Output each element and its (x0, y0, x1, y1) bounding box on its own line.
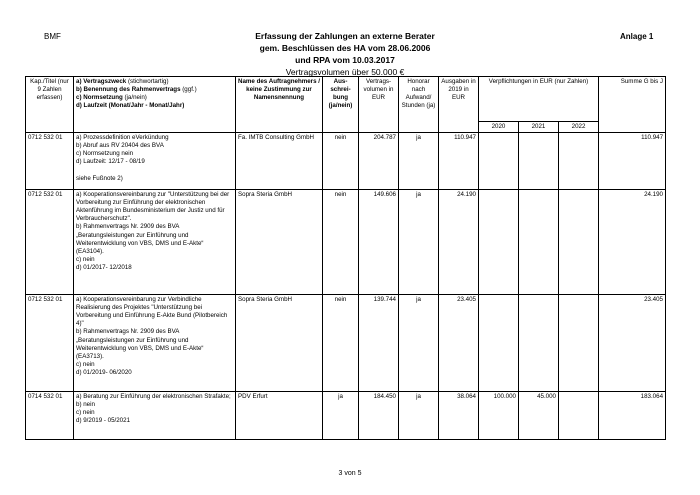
cell-ausschreibung: ja (323, 392, 359, 440)
cell-ausschreibung: nein (323, 295, 359, 392)
attachment-label: Anlage 1 (620, 32, 654, 41)
cell-2022 (559, 133, 599, 190)
col-header-year: 2020 (479, 122, 519, 133)
cell-description: a) Prozessdefinition eVerkündung b) Abruf aus RV 20404 des BVA c) Normsetzung nein d) Laufzeit: 12/17 - 08/19 siehe Fußnote 2) (74, 133, 236, 190)
cell-volume: 184.450 (359, 392, 399, 440)
col-header-name: Name des Auftragnehmers / keine Zustimmung zur Namensnennung (236, 77, 323, 133)
col-header-year: 2021 (519, 122, 559, 133)
title-subtitle: Vertragsvolumen über 50.000 € (285, 67, 405, 77)
cell-ausgaben: 110.947 (439, 133, 479, 190)
col-header-volume: Vertrags- volumen in EUR (359, 77, 399, 133)
cell-ausschreibung: nein (323, 190, 359, 295)
cell-ausgaben: 24.190 (439, 190, 479, 295)
cell-kap: 0712 532 01 (26, 133, 74, 190)
table-row (26, 190, 666, 295)
cell-kap: 0714 532 01 (26, 392, 74, 440)
cell-2020: 100.000 (479, 392, 519, 440)
organization-label: BMF (44, 32, 61, 41)
cell-2022 (559, 295, 599, 392)
col-header-ausgaben: Ausgaben in 2019 in EUR (439, 77, 479, 133)
cell-name: Sopra Steria GmbH (236, 295, 323, 392)
col-header-kap: Kap./Titel (nur 9 Zahlen erfassen) (26, 77, 74, 133)
col-header-summe: Summe G bis J (599, 77, 666, 133)
cell-sum: 23.405 (599, 295, 666, 392)
cell-name: Fa. IMTB Consulting GmbH (236, 133, 323, 190)
table-row (26, 392, 666, 440)
cell-ausschreibung: nein (323, 133, 359, 190)
cell-description: a) Beratung zur Einführung der elektronischen Strafakte; b) nein c) nein d) 9/2019 - 05/2021 (74, 392, 236, 440)
col-header-year: 2022 (559, 122, 599, 133)
cell-honorar: ja (399, 295, 439, 392)
cell-ausgaben: 38.064 (439, 392, 479, 440)
col-header-honorar: Honorar nach Aufwand/ Stunden (ja) (399, 77, 439, 133)
title-line: gem. Beschlüssen des HA vom 28.06.2006 (259, 43, 431, 53)
cell-volume: 204.787 (359, 133, 399, 190)
cell-honorar: ja (399, 190, 439, 295)
cell-name: PDV Erfurt (236, 392, 323, 440)
col-header-ausschreibung: Aus- schrei- bung (ja/nein) (323, 77, 359, 133)
cell-volume: 149.606 (359, 190, 399, 295)
cell-sum: 24.190 (599, 190, 666, 295)
col-header-verpflichtungen: Verpflichtungen in EUR (nur Zahlen) (479, 77, 599, 122)
cell-sum: 183.064 (599, 392, 666, 440)
cell-name: Sopra Steria GmbH (236, 190, 323, 295)
title-line: und RPA vom 10.03.2017 (295, 55, 395, 65)
cell-kap: 0712 532 01 (26, 295, 74, 392)
title-line: Erfassung der Zahlungen an externe Berater (255, 31, 435, 41)
header-row (26, 77, 666, 122)
cell-2022 (559, 190, 599, 295)
cell-ausgaben: 23.405 (439, 295, 479, 392)
page-number: 3 von 5 (338, 470, 362, 477)
cell-2021 (519, 190, 559, 295)
cell-volume: 139.744 (359, 295, 399, 392)
payments-table (25, 76, 666, 440)
cell-2022 (559, 392, 599, 440)
cell-2020 (479, 133, 519, 190)
cell-2021: 45.000 (519, 392, 559, 440)
cell-description: a) Kooperationsvereinbarung zur "Unterstützung bei der Vorbereitung zur Einführung der elektronischen Aktenführung im Bundesministerium der Justiz und für Verbraucherschutz". b) Rahmenvertrags Nr. 2909 des BVA „Beratungsleistungen zur Einführung und Weiterentwicklung von VBS, DMS und E-Akte“ (EA3104). c) nein d) 01/2017- 12/2018 (74, 190, 236, 295)
document-title (180, 30, 510, 78)
cell-2021 (519, 133, 559, 190)
cell-2020 (479, 295, 519, 392)
col-header-description: a) Vertragszweck (stichwortartig) b) Benennung des Rahmenvertrags (ggf.) c) Normsetzung (ja/nein) d) Laufzeit (Monat/Jahr - Monat/Jahr) (74, 77, 236, 133)
cell-2021 (519, 295, 559, 392)
cell-description: a) Kooperationsvereinbarung zur Verbindliche Realisierung des Projektes "Unterstützung bei Vorbereitung und Einführung E-Akte Bund (Pilotbereich 4)" b) Rahmenvertrags Nr. 2909 des BVA „Beratungsleistungen zur Einführung und Weiterentwicklung von VBS, DMS und E-Akte“ (EA3713). c) nein d) 01/2019- 06/2020 (74, 295, 236, 392)
table-row (26, 133, 666, 190)
cell-kap: 0712 532 01 (26, 190, 74, 295)
cell-2020 (479, 190, 519, 295)
table-row (26, 295, 666, 392)
cell-sum: 110.947 (599, 133, 666, 190)
cell-honorar: ja (399, 133, 439, 190)
cell-honorar: ja (399, 392, 439, 440)
